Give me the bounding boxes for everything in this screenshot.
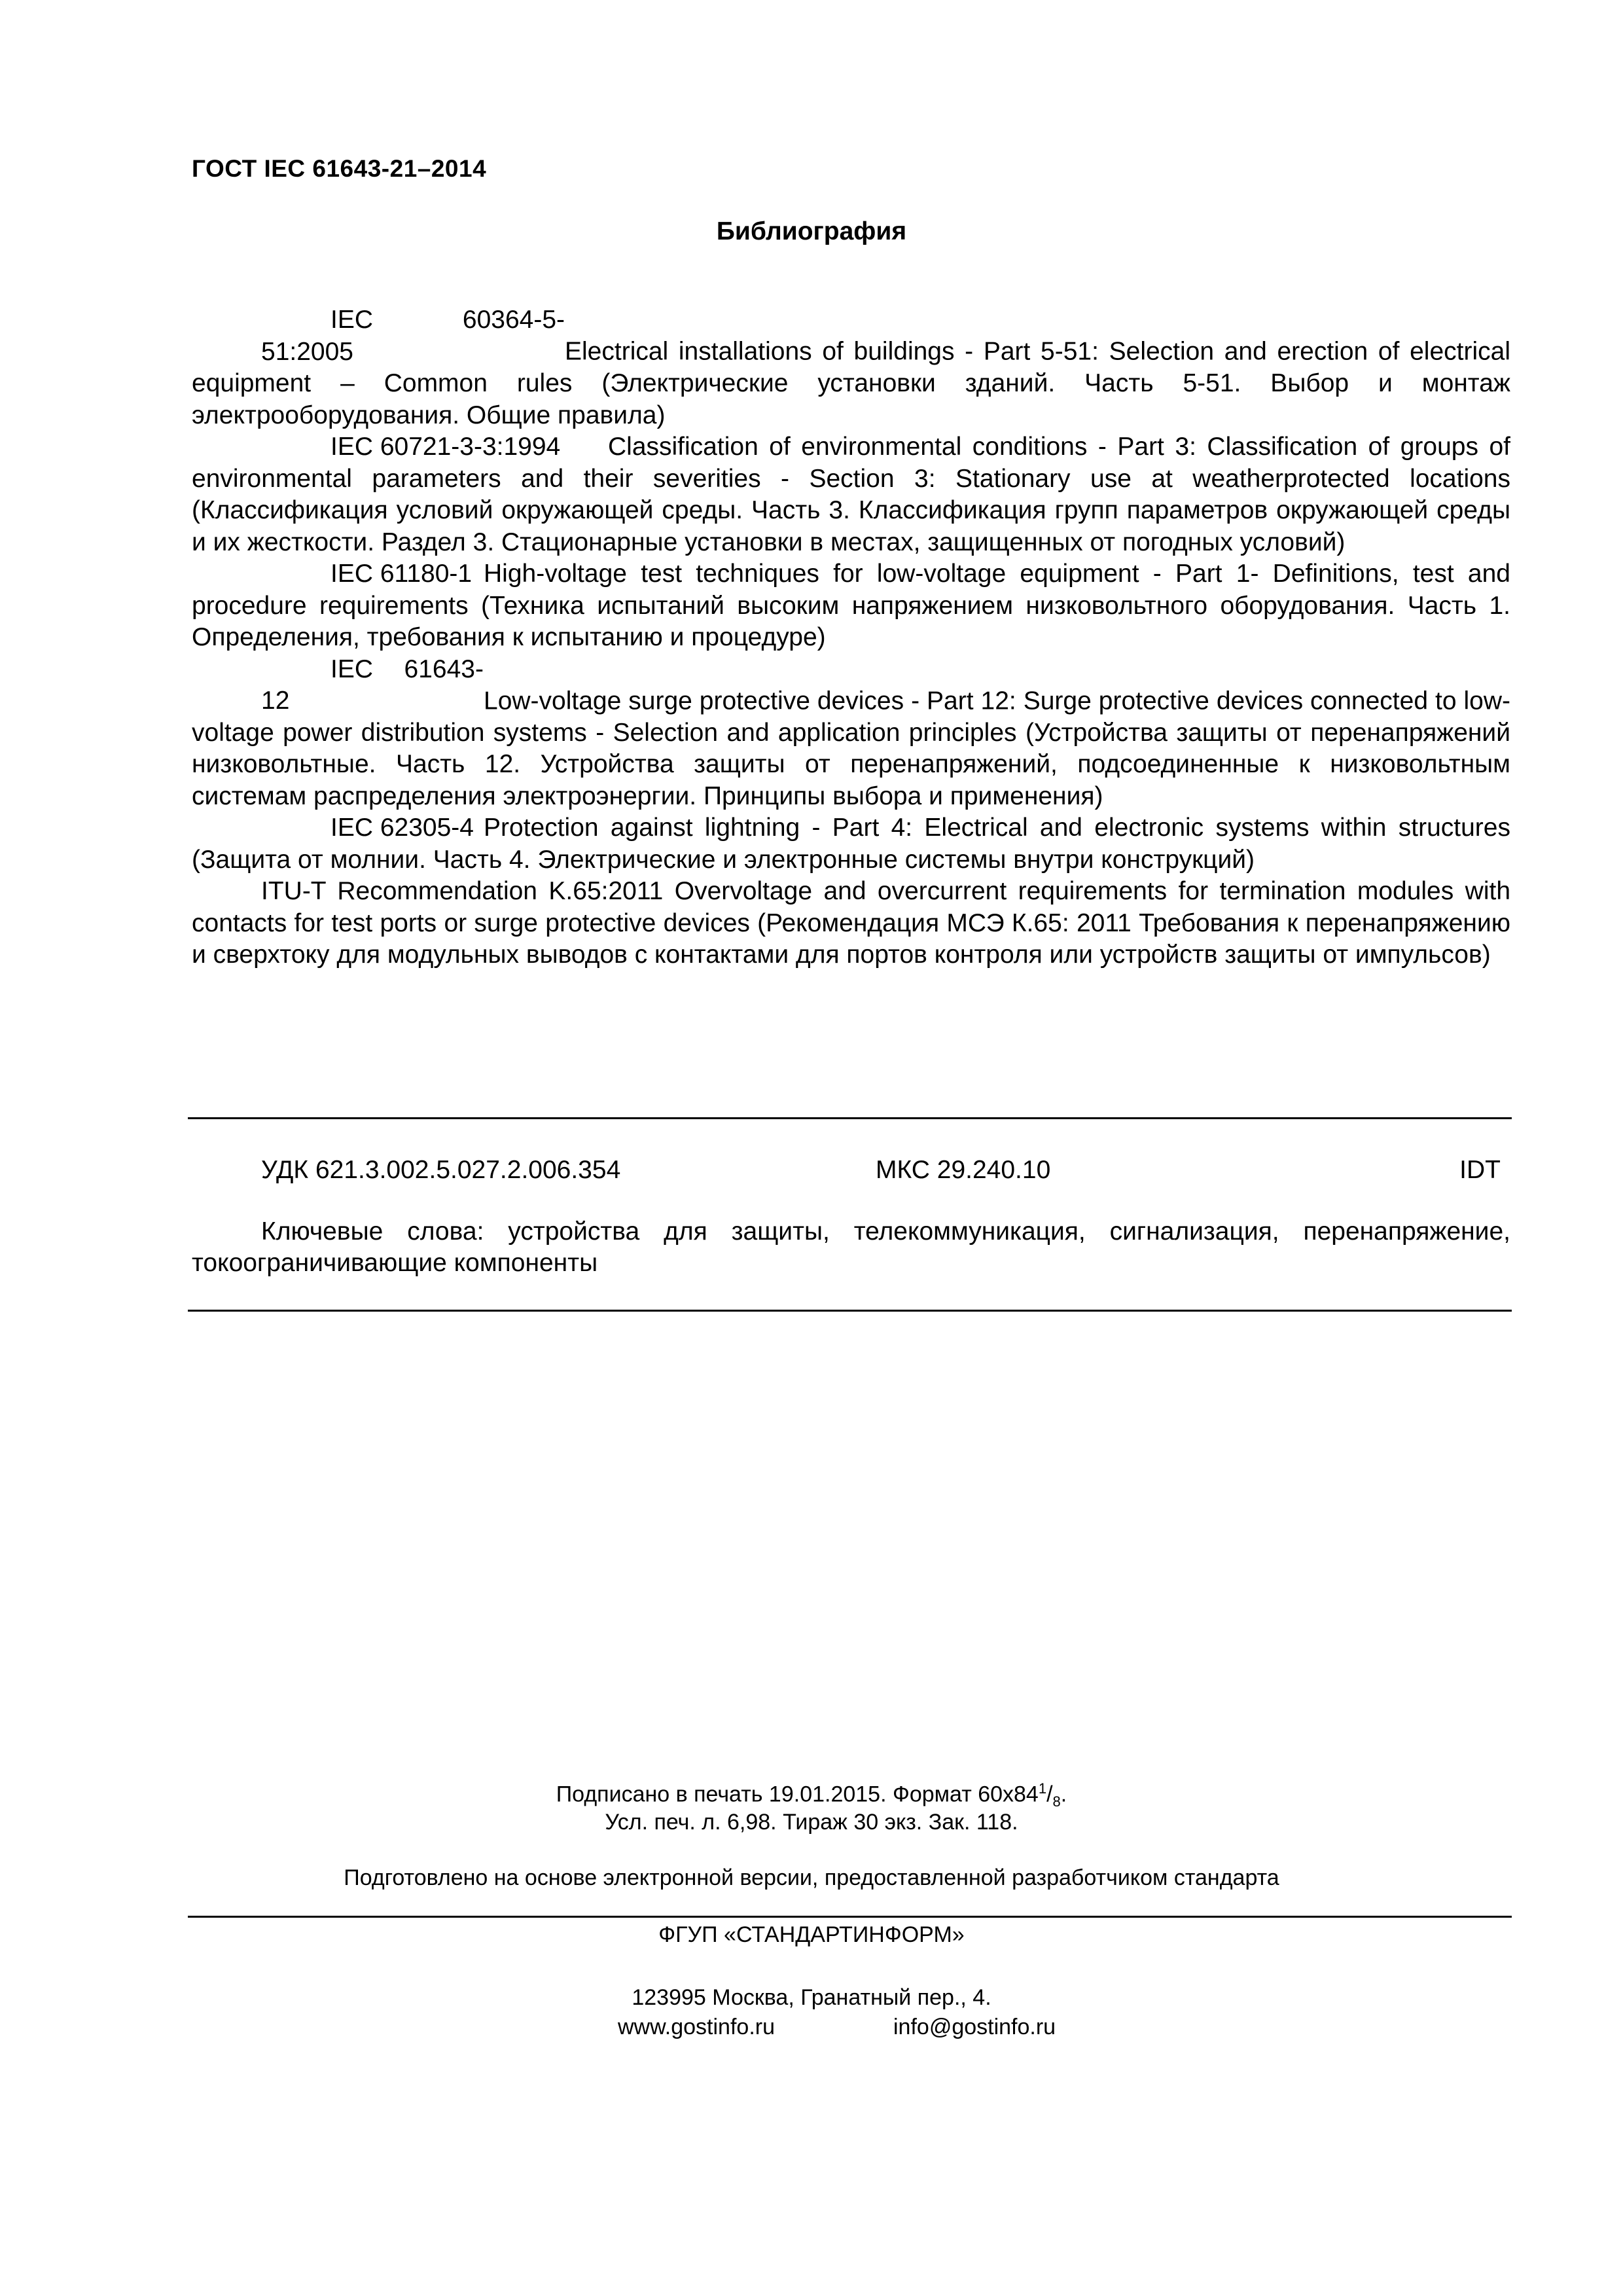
udk-code: УДК 621.3.002.5.027.2.006.354 [261,1156,621,1184]
prepared-note: Подготовлено на основе электронной версии, предоставленной разработчиком стандарта [344,1865,1279,1890]
keywords: Ключевые слова: устройства для защиты, телекоммуникация, сигнализация, перенапряжение, токоограничивающие компоненты [192,1217,1510,1277]
bibliography-entry [192,876,1510,971]
mks-code: МКС 29.240.10 [876,1156,1051,1184]
address: 123995 Москва, Гранатный пер., 4. [632,1985,991,2010]
entry-code: IEC 61643-12 [261,655,484,715]
entry-text: Classification of environmental conditions - Part 3: Classification of groups of environmental parameters and their severities - Section 3: Stationary use at weatherprotected locations (Классификация условий окружающей среды. Часть 3. Классификация групп параметров окружающей среды и их жесткости. Раздел 3. Стационарные установки в местах, защищенных от погодных условий) [192,433,1510,556]
entry-text: Low-voltage surge protective devices - Part 12: Surge protective devices connected to low-voltage power distribution systems - Selection and application principles (Устройства защиты от перенапряжений низковольтные. Часть 12. Устройства защиты от перенапряжений, подсоединенные к низковольтным системам распределения электроэнергии. Принципы выбора и применения) [192,687,1510,810]
bibliography-list [192,304,1510,971]
signed-for-print: Подписано в печать 19.01.2015. Формат $60x84^1/_8$. [556,1780,1067,1810]
signed-prefix: Подписано в печать 19.01.2015. Формат 60x84 [556,1782,1039,1807]
entry-text: High-voltage test techniques for low-voltage equipment - Part 1- Definitions, test and procedure requirements (Техника испытаний высоким напряжением низковольтного оборудования. Часть 1. Определения, требования к испытанию и процедуре) [192,560,1510,651]
entry-text: Overvoltage and overcurrent requirements for termination modules with contacts for test ports or surge protective devices (Рекомендация МСЭ К.65: 2011 Требования к перенапряжению и сверхтоку для модульных выводов с контактами для портов контроля или устройств защиты от импульсов) [192,877,1511,969]
signed-suffix: . [1060,1782,1067,1807]
website-link[interactable]: www.gostinfo.ru [618,2015,775,2039]
entry-code: IEC 62305-4 [330,814,474,842]
format-numerator: 1 [1038,1780,1047,1797]
classification-row [192,1156,1510,1189]
entry-code: IEC 60721-3-3:1994 [330,433,561,461]
bibliography-title: Библиография [716,217,907,245]
entry-text: Electrical installations of buildings - Part 5-51: Selection and erection of electrical equipment – Common rules (Электрические установки зданий. Часть 5-51. Выбор и монтаж электрооборудования. Общие правила) [192,337,1510,429]
divider-bottom [188,1916,1512,1918]
entry-code: IEC 60364-5-51:2005 [261,306,565,366]
divider-top [188,1117,1512,1119]
bibliography-entry [192,812,1510,876]
bibliography-entry [192,558,1510,654]
publisher: ФГУП «СТАНДАРТИНФОРМ» [658,1922,965,1947]
idt-label: IDT [1459,1156,1501,1184]
print-details: Усл. печ. л. 6,98. Тираж 30 экз. Зак. 118. [605,1810,1018,1835]
bibliography-entry [192,431,1510,558]
bibliography-entry [192,304,1510,431]
entry-code: ITU-T Recommendation K.65:2011 [261,877,664,905]
email-link[interactable]: info@gostinfo.ru [893,2015,1056,2039]
format-denominator: 8 [1052,1793,1061,1810]
document-header: ГОСТ IEC 61643-21–2014 [192,155,487,182]
divider-middle [188,1310,1512,1312]
bibliography-entry [192,654,1510,813]
entry-text: Protection against lightning - Part 4: Electrical and electronic systems within structures (Защита от молнии. Часть 4. Электрические и электронные системы внутри конструкций) [192,814,1510,874]
entry-code: IEC 61180-1 [330,560,473,588]
